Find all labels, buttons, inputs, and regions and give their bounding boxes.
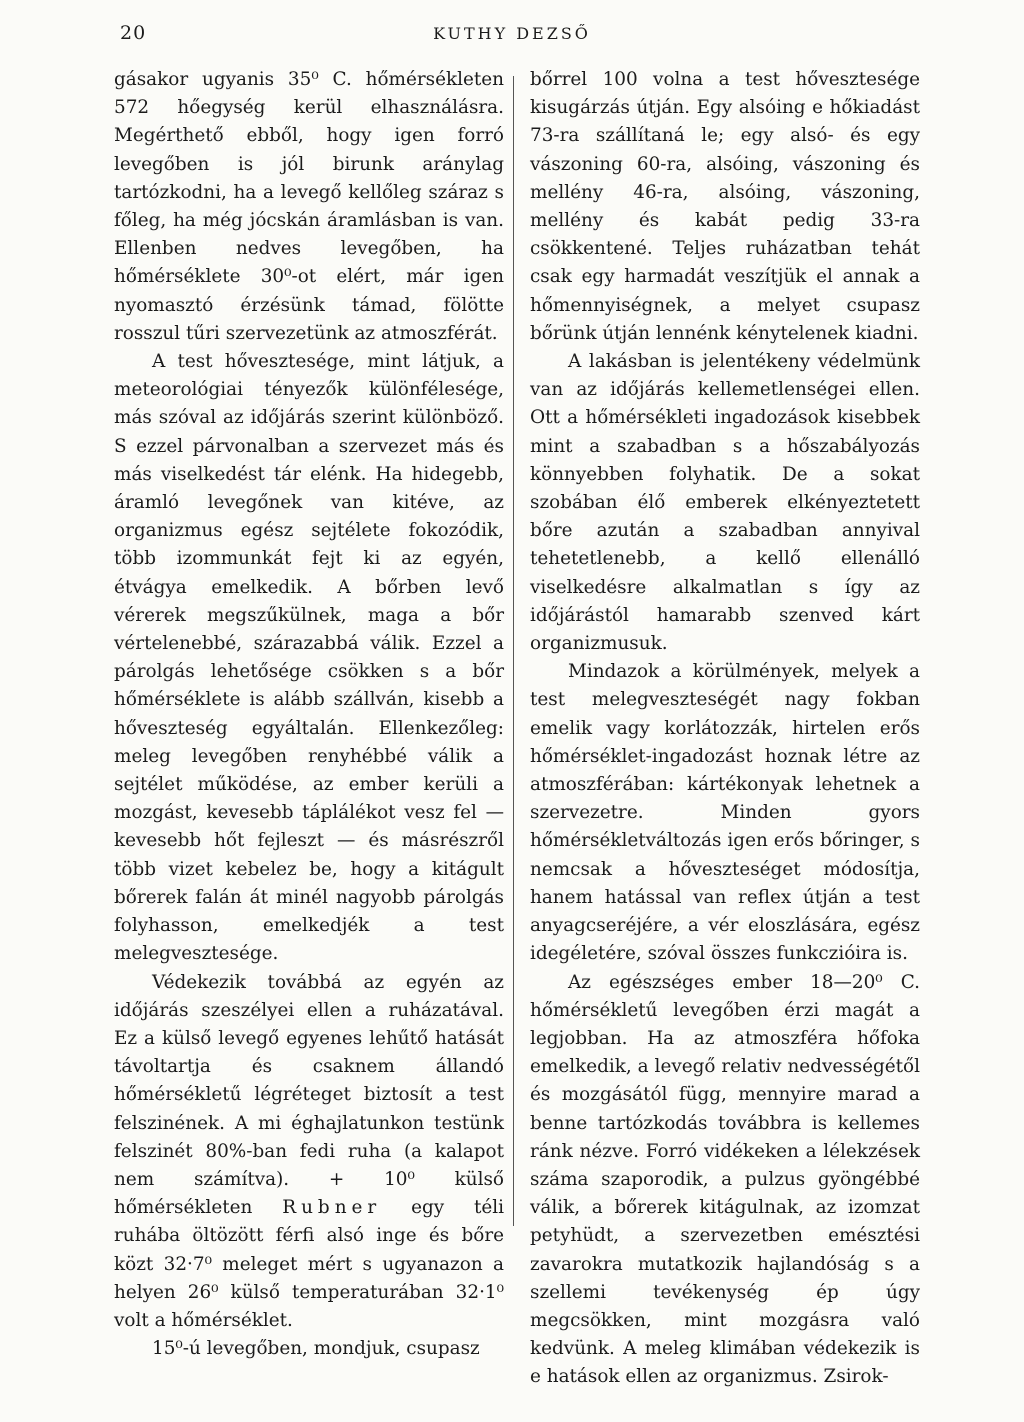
- running-title: KUTHY DEZSŐ: [433, 24, 591, 43]
- author-name: Rubner: [282, 1197, 382, 1219]
- paragraph: gásakor ugyanis 35⁰ C. hőmérsékleten 572 hőegység kerül elhasználásra. Megérthető ebből, hogy igen forró levegőben is jól birunk aránylag tartózkodni, ha a levegő kellőleg száraz s főleg, ha még jócskán áramlásban is van. Ellenben nedves levegőben, ha hőmérséklete 30⁰-ot elért, már igen nyomasztó érzésünk támad, fölötte rosszul tűri szervezetünk az atmoszférát.: [114, 69, 504, 344]
- page-header: [0, 22, 1024, 62]
- paragraph: [114, 969, 504, 1336]
- paragraph-text: Védekezik továbbá az egyén az időjárás szeszélyei ellen a ruházatával. Ez a külső levegő egyenes lehűtő hatását távoltartja és csaknem állandó hőmérsékletű légréteget biztosít a test felszinének. A mi éghajlatunkon testünk felszinét 80%-ban fedi ruha (a kalapot nem számítva). + 10⁰ külső hőmérsékleten: [114, 971, 504, 1219]
- paragraph: A test hővesztesége, mint látjuk, a meteorológiai tényezők különfélesége, más szóval az időjárás szerint különböző. S ezzel párvonalban a szervezet más és más viselkedést tár elénk. Ha hidegebb, áramló levegőnek van kitéve, az organizmus egész sejtélete fokozódik, több izommunkát fejt ki az egyén, étvágya emelkedik. A bőrben levő vérerek megszűkülnek, maga a bőr vértelenebbé, szárazabbá válik. Ezzel a párolgás lehetősége csökken s a bőr hőmérséklete is alább szállván, kisebb a hőveszteség egyáltalán. Ellenkezőleg: meleg levegőben renyhébbé válik a sejtélet működése, az ember kerüli a mozgást, kevesebb táplálékot vesz fel — kevesebb hőt fejleszt — és másrészről több vizet kebelez be, hogy a kitágult bőrerek falán át minél nagyobb párolgás folyhasson, emelkedjék a test melegvesztesége.: [114, 351, 504, 965]
- left-column: [114, 66, 504, 1363]
- paragraph: bőrrel 100 volna a test hővesztesége kisugárzás útján. Egy alsóing e hőkiadást 73-ra szállítaná le; egy alsó- és egy vászoning 60-ra, alsóing, vászoning és mellény 46-ra, alsóing, vászoning, mellény és kabát pedig 33-ra csökkentené. Teljes ruházatban tehát csak egy harmadát veszítjük el annak a hőmennyiségnek, a melyet csupasz bőrünk útján lennénk kénytelenek kiadni.: [530, 69, 920, 344]
- paragraph: Mindazok a körülmények, melyek a test melegveszteségét nagy fokban emelik vagy korlátozzák, hirtelen erős hőmérséklet-ingadozást hoznak létre az atmoszférában: kártékonyak lehetnek a szervezetre. Minden gyors hőmérsékletváltozás igen erős bőringer, s nemcsak a hőveszteséget módosítja, hanem hatással van reflex útján a test anyagcseréjére, a vér eloszlására, egész idegéletére, szóval összes funkczióira is.: [530, 661, 920, 965]
- paragraph: Az egészséges ember 18—20⁰ C. hőmérsékletű levegőben érzi magát a legjobban. Ha az atmoszféra hőfoka emelkedik, a levegő relativ nedvességétől és mozgásától függ, mennyire marad a benne tartózkodás továbbra is kellemes ránk nézve. Forró vidékeken a lélekzések száma szaporodik, a pulzus gyöngébbé válik, a bőrerek kitágulnak, az izomzat petyhüdt, a szervezetben emésztési zavarokra mutatkozik hajlandóság s a szellemi tevékenység ép úgy megcsökken, mint mozgásra való kedvünk. A meleg klimában védekezik is e hatások ellen az organizmus. Zsirok-: [530, 971, 920, 1388]
- page-number: 20: [120, 22, 147, 44]
- right-column: [530, 66, 920, 1392]
- paragraph: 15⁰-ú levegőben, mondjuk, csupasz: [152, 1338, 480, 1360]
- column-divider: [513, 76, 514, 1226]
- paragraph-text: egy téli ruhába öltözött férfi alsó inge és bőre közt 32·7⁰ meleget mért s ugyanazon a helyen 26⁰ külső temperaturában 32·1⁰ volt a hőmérséklet.: [114, 1197, 504, 1331]
- paragraph: A lakásban is jelentékeny védelmünk van az időjárás kellemetlenségei ellen. Ott a hőmérsékleti ingadozások kisebbek mint a szabadban s a hőszabályozás könnyebben folyhatik. De a sokat szobában élő emberek elkényeztetett bőre azután a szabadban annyival tehetetlenebb, a kellő ellenálló viselkedésre alkalmatlan s így az időjárástól hamarabb szenved kárt organizmusuk.: [530, 351, 920, 655]
